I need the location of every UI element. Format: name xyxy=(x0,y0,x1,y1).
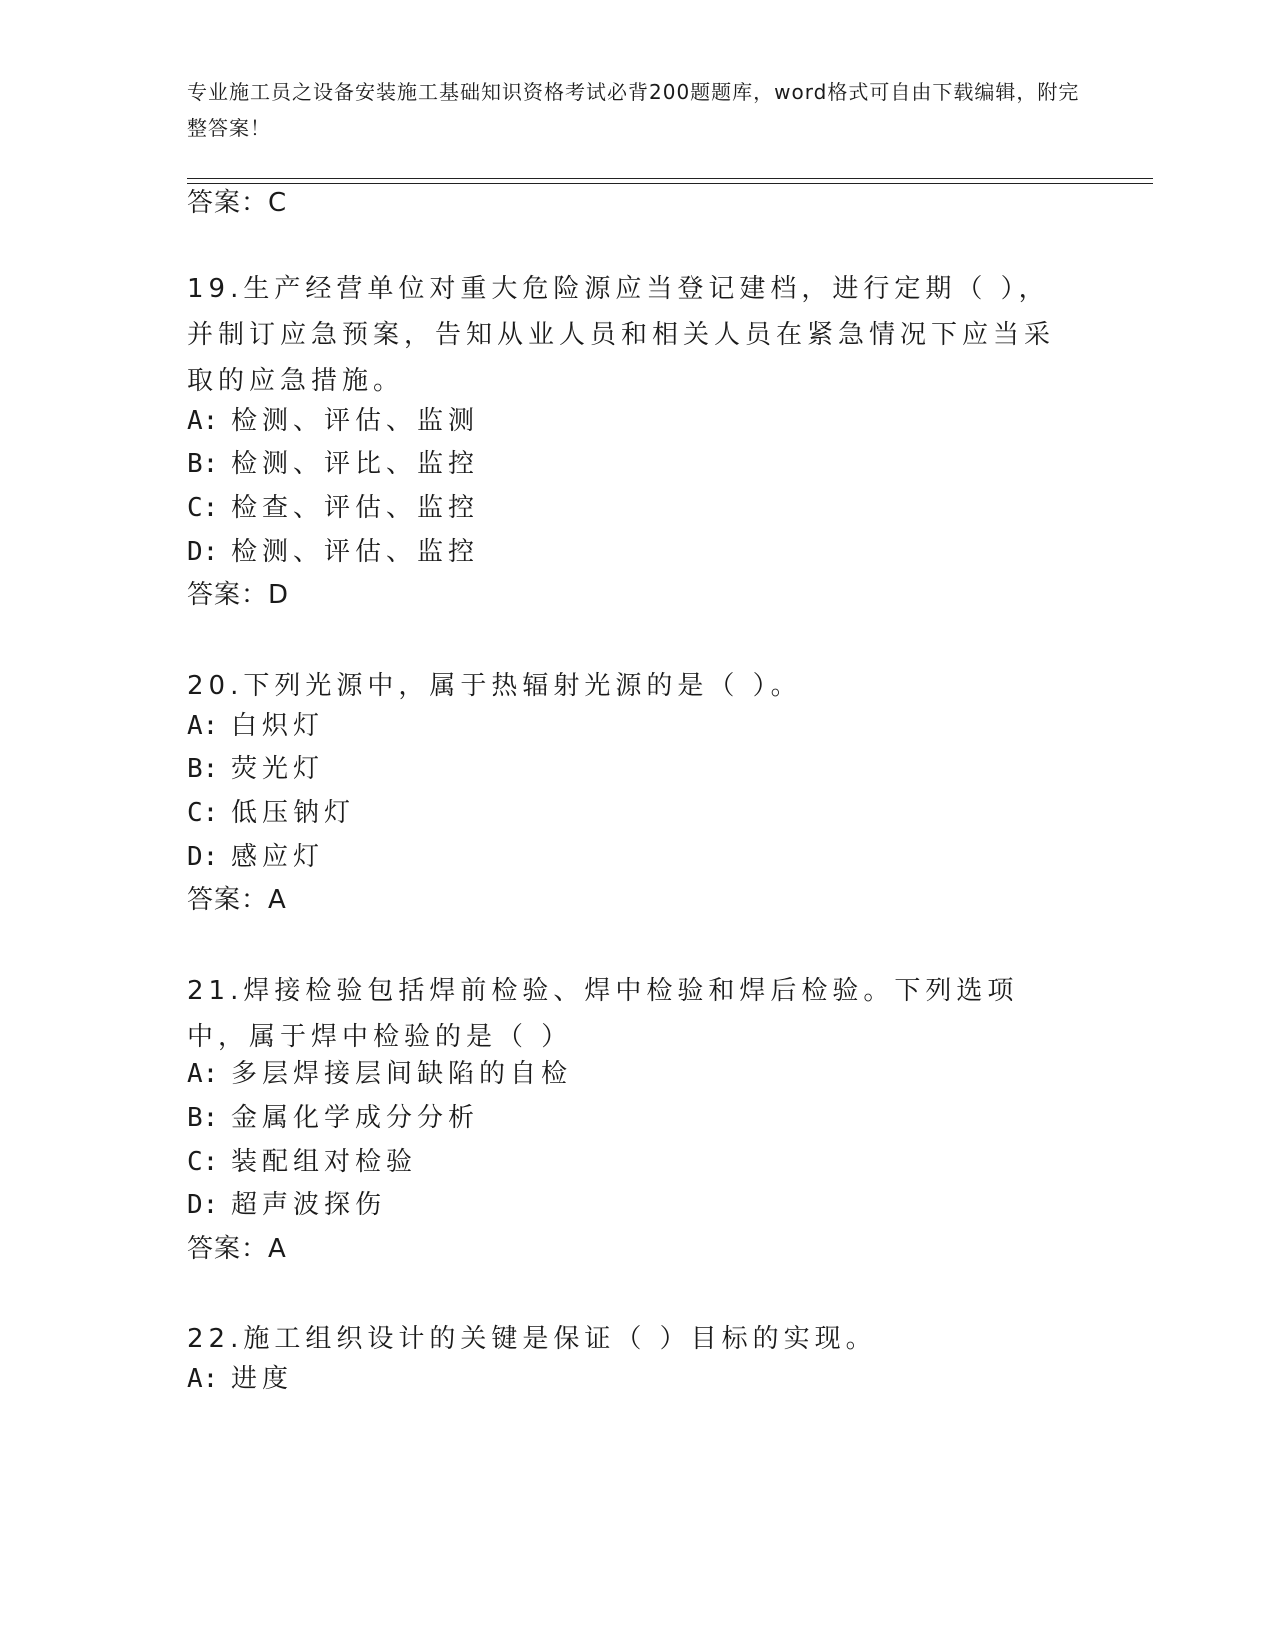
question-19-option-a xyxy=(187,404,479,438)
question-19-option-b xyxy=(187,447,479,481)
option-text: 进度 xyxy=(231,1364,294,1394)
option-key: C: xyxy=(187,1147,219,1177)
answer-21: 答案：A xyxy=(187,1234,287,1264)
option-text: 检测、评比、监控 xyxy=(231,449,480,479)
question-20-option-a xyxy=(187,709,324,743)
option-text: 检测、评估、监控 xyxy=(231,537,480,567)
question-22-option-a xyxy=(187,1362,293,1396)
option-key: C: xyxy=(187,493,219,523)
question-19-stem: 19.生产经营单位对重大危险源应当登记建档，进行定期（ ），并制订应急预案，告知从业人员和相关人员在紧急情况下应当采取的应急措施。 xyxy=(187,274,1056,396)
option-text: 检测、评估、监测 xyxy=(231,406,480,436)
option-key: B: xyxy=(187,449,219,479)
option-text: 多层焊接层间缺陷的自检 xyxy=(231,1059,573,1089)
option-text: 荧光灯 xyxy=(231,754,325,784)
question-22-stem: 22.施工组织设计的关键是保证（ ）目标的实现。 xyxy=(187,1324,877,1354)
question-21-option-d xyxy=(187,1188,386,1222)
question-20-option-c xyxy=(187,796,355,830)
option-key: A: xyxy=(187,1364,219,1394)
header-divider-top xyxy=(187,178,1153,179)
header-divider-bottom xyxy=(187,183,1153,184)
option-text: 低压钠灯 xyxy=(231,798,356,828)
option-text: 超声波探伤 xyxy=(231,1190,387,1220)
option-text: 感应灯 xyxy=(231,842,325,872)
option-text: 金属化学成分分析 xyxy=(231,1103,480,1133)
option-key: A: xyxy=(187,1059,219,1089)
question-20-stem: 20.下列光源中，属于热辐射光源的是（ ）。 xyxy=(187,671,802,701)
option-key: D: xyxy=(187,842,219,872)
option-key: A: xyxy=(187,711,219,741)
option-key: D: xyxy=(187,1190,219,1220)
option-key: D: xyxy=(187,537,219,567)
answer-19: 答案：D xyxy=(187,580,290,610)
question-19-option-c xyxy=(187,491,479,525)
question-20-option-d xyxy=(187,840,324,874)
question-21-option-c xyxy=(187,1145,417,1179)
question-19-option-d xyxy=(187,535,479,569)
question-21-stem: 21.焊接检验包括焊前检验、焊中检验和焊后检验。下列选项中，属于焊中检验的是（ ） xyxy=(187,976,1019,1052)
question-21-option-a xyxy=(187,1057,572,1091)
question-20-option-b xyxy=(187,752,324,786)
option-key: C: xyxy=(187,798,219,828)
option-key: B: xyxy=(187,1103,219,1133)
option-text: 白炽灯 xyxy=(231,711,325,741)
question-21-option-b xyxy=(187,1101,479,1135)
answer-20: 答案：A xyxy=(187,885,287,915)
option-key: A: xyxy=(187,406,219,436)
option-text: 检查、评估、监控 xyxy=(231,493,480,523)
page-header: 专业施工员之设备安装施工基础知识资格考试必背200题题库，word格式可自由下载编辑，附完整答案！ xyxy=(187,80,1080,140)
option-key: B: xyxy=(187,754,219,784)
option-text: 装配组对检验 xyxy=(231,1147,418,1177)
answer-18: 答案：C xyxy=(187,188,288,218)
